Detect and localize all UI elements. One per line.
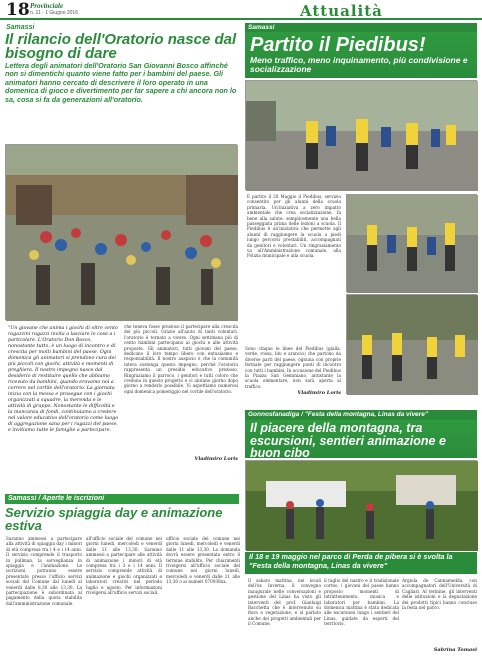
section-title: Attualità (300, 2, 383, 20)
montagna-photo (245, 460, 477, 550)
kicker-bar (245, 410, 477, 420)
article-subtitle: Meno traffico, meno inquinamento, più condivisione e socializzazione (250, 55, 468, 74)
issue-date: n. 11 - 1 Giugno 2016 (30, 10, 78, 16)
oratorio-photo (5, 144, 237, 320)
article-title: Servizio spiaggia day e animazione estiva (5, 505, 223, 533)
article-col-1: Il sabato mattina, nei locali dell'ex Inverna, il convegno inaugurale nelle conversazioni e gestione del Linas ha visto gli interventi del prof. Gianluigi Bacchetta che è intervenuto su flora e vegetazione, e si parlato anche dei progetti ambientali per il Comune. (248, 578, 321, 627)
article-col-2: all'ufficio sociale del comune nei giorni lunedì, mercoledì e venerdì dalle 11 alle 13,30. Saranno ammessi a partecipare alle attività di animazione i minori di età compresa tra i 3 e i 14 anni. Il servizio comprende attività di animazione e giochi organizzati e laboratori creativi nel periodo luglio e agosto. Per informazioni rivolgersi all'ufficio servizi sociali. (86, 536, 162, 596)
kicker-bar (5, 494, 239, 504)
article-lead: "Un giovane che anima i giochi di oltre cento ragazzini ragazzi invita a lasciare le cose a i particolare. L'Oratorio Don Bosco, nonostante tutto, è un luogo di incontro e di crescita per molti bambini del paese. Ogni domenica gli animatori si prendono cura dei più piccoli con giochi, attività e momenti di preghiera. Il nostro impegno nasce dal desiderio di restituire quello che abbiamo ricevuto da bambini, quando eravamo noi a correre nel cortile dell'oratorio. La giornata inizia con la messa e prosegue con i giochi organizzati a squadre, la merenda e le attività di gruppo. Nonostante le difficoltà e la mancanza di fondi, continuiamo a credere nel valore educativo dell'oratorio come luogo di aggregazione sana per i ragazzi del paese, e invitiamo tutte le famiglie a partecipare. (8, 326, 119, 433)
article-signature: Sabrina Tomasi (433, 647, 477, 653)
page-number: 18 (6, 0, 30, 20)
piedibus-photo-3 (346, 294, 477, 394)
article-col-1: Saranno ammessi a partecipare alla attività di spiaggia day i minori di età compresa tra i 4 e i 14 anni. Il servizio comprende il trasporto in pullman, la sorveglianza in spiaggia e l'animazione. Le iscrizioni potranno essere presentate presso l'ufficio servizi sociali del Comune dal lunedì al venerdì dalle 8,30 alle 13,30. La partecipazione è subordinata al pagamento della quota stabilita dall'amministrazione comunale. (6, 536, 82, 606)
article-kicker: Samassi (248, 24, 275, 31)
article-signature: Vladimiro Loris (297, 390, 341, 396)
article-signature: Vladimiro Loris (194, 456, 238, 462)
article-col-3: ufficio sociale del comune nei giorni lunedì, mercoledì e venerdì dalle 11 alle 13,30. La domanda dovrà essere presentata entro il termine stabilito. Per chiarimenti rivolgersi all'ufficio sociale del comune nei giorni lunedì, mercoledì e venerdì dalle 11 alle 13,30 o ai numeri 070938xx. (166, 536, 240, 585)
article-col-2: Sono cinque le linee del Piedibus (gialla, verde, rossa, blu e arancio) che partono da diverse parti del paese, ognuna con proprie fermate per raggiungere punti di incontro con tutti i bambini. In occasione del Piedibus la Piazza San Geminiano, antistante la scuola elementare, non sarà aperta al traffico. (245, 346, 341, 389)
masthead: Provinciale (30, 2, 64, 10)
article-col-2: il taglio del nastro e il tradizionale corteo, i giovani del paese hanno proposto momenti di intrattenimento, musica e laboratori per bambini. La domenica mattina è stata dedicata alle escursioni lungo i sentieri del Linas, guidate da esperti del territorio. (324, 578, 399, 627)
article-title: Partito il Piedibus! (250, 34, 426, 56)
kicker-bar (245, 23, 477, 32)
article-title: Il rilancio dell'Oratorio nasce dal bisogno di dare (5, 31, 237, 62)
piedibus-photo-2 (346, 194, 477, 292)
article-subtitle: Il 18 e 19 maggio nel parco di Perda de pibera si è svolta la "Festa della montagna, Linas da vivere" (249, 552, 453, 570)
piedibus-photo (245, 80, 477, 190)
article-subtitle: Lettera degli animatori dell'Oratorio San Giovanni Bosco affinché non si dimentichi quanto viene fatto per i bambini del paese. Gli animatori hanno cercato di descrivere il loro operato in una domenica di gioco e divertimento per far sapere a chi ancora non lo sa, cosa si fa da generazioni all'oratorio. (5, 61, 237, 104)
article-kicker: Samassi (6, 24, 35, 31)
article-col-3: Argiola de Cannamedda, con accompagnatori dell'Università di Cagliari. Al termine, gli interventi delle istituzioni e la degustazione dei prodotti tipici hanno concluso la festa nel parco. (402, 578, 477, 611)
article-kicker: Gonnosfanadiga / "Festa della montagna, Linas da vivere" (248, 411, 428, 418)
article-col-2: che teneva fosse prezioso il partecipare alla crescita dei più piccoli. Grazie all'aiuto di tanti volontari, l'oratorio è tornato a vivere. Ogni settimana più di cento bambini partecipano ai giochi e alle attività proposte. Gli animatori, tutti giovani del paese, dedicano il loro tempo libero con entusiasmo e responsabilità. Il nostro auspicio è che la comunità intera sostenga questo impegno, perché l'oratorio rappresenta un presidio educativo prezioso. Ringraziamo il parroco, i genitori e tutti coloro che credono in questo progetto e ci aiutano giorno dopo giorno a renderlo possibile. Vi aspettiamo numerosi ogni domenica pomeriggio nel cortile dell'oratorio. (124, 324, 238, 394)
article-col-1: E partito il 20 Maggio il Piedibus, servizio consentito per gli alunni della scuola primaria. Un'iniziativa a zero impatto ambientale che crea socializzazione, fa bene alla salute: semplicemente una bella passeggiata prima delle lezioni a scuola. Il Piedibus è un'iniziativa che permette agli alunni di raggiungere la scuola a piedi lungo percorsi prestabiliti, accompagnati da genitori e volontari. Un ringraziamento va all'Amministrazione comunale, alla Polizia municipale e alla scuola. (247, 194, 341, 259)
article-kicker: Samassi / Aperte le iscrizioni (8, 495, 105, 502)
article-title: Il piacere della montagna, tra escursioni, sentieri animazione e buon cibo (250, 421, 446, 460)
